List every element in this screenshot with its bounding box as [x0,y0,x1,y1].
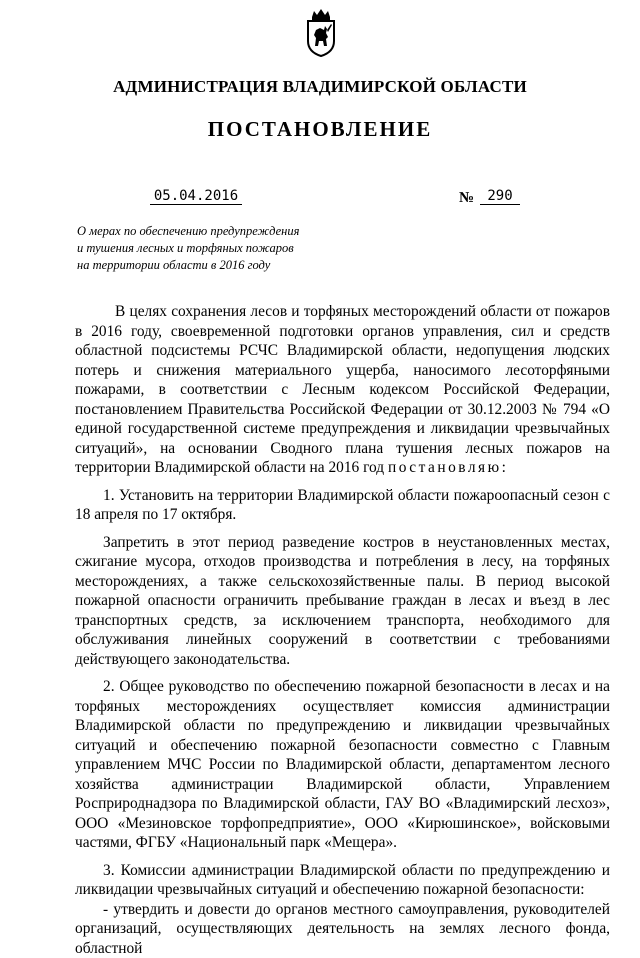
document-body [75,302,610,958]
document-date: 05.04.2016 [150,188,242,205]
paragraph-1b: Запретить в этот период разведение костров в неустановленных местах, сжигание мусора, отходов производства и потребления в лесу, на торфяных месторождениях, а также сельскохозяйственные палы. В период высокой пожарной опасности ограничить пребывание граждан в лесах и въезд в лес транспортных средств, за исключением транспорта, необходимого для обслуживания линейных сооружений в соответствии с требованиями действующего законодательства. [75,533,610,670]
paragraph-2: 2. Общее руководство по обеспечению пожарной безопасности в лесах и на торфяных месторождениях осуществляет комиссия администрации Владимирской области по предупреждению и ликвидации чрезвычайных ситуаций и обеспечению пожарной безопасности совместно с Главным управлением МЧС России по Владимирской области, департаментом лесного хозяйства администрации Владимирской области, Управлением Росприроднадзора по Владимирской области, ГАУ ВО «Владимирский лесхоз», ООО «Мезиновское торфопредприятие», ООО «Кирюшинское», войсковыми частями, ФГБУ «Национальный парк «Мещера». [75,677,610,853]
subject-line: и тушения лесных и торфяных пожаров [77,240,299,257]
resolve-word: постановляю: [388,459,508,476]
organization-title: АДМИНИСТРАЦИЯ ВЛАДИМИРСКОЙ ОБЛАСТИ [0,77,640,97]
subject-line: на территории области в 2016 году [77,257,299,274]
subject-line: О мерах по обеспечению предупреждения [77,223,299,240]
document-subject [77,223,299,274]
document-type: ПОСТАНОВЛЕНИЕ [0,117,640,142]
paragraph-1: 1. Установить на территории Владимирской области пожароопасный сезон с 18 апреля по 17 октября. [75,486,610,525]
intro-text: В целях сохранения лесов и торфяных месторождений области от пожаров в 2016 году, своевременной подготовки органов управления, сил и средств областной подсистемы РСЧС Владимирской области, недопущения людских потерь и снижения материального ущерба, наносимого лесоторфяными пожарами, в соответствии с Лесным кодексом Российской Федерации, постановлением Правительства Российской Федерации от 30.12.2003 № 794 «О единой государственной системе предупреждения и ликвидации чрезвычайных ситуаций», на основании Сводного плана тушения лесных пожаров на территории Владимирской области на 2016 год [75,303,610,476]
emblem [303,8,339,58]
document-number: 290 [480,188,520,205]
coat-of-arms-icon [303,8,339,58]
paragraph-3a: - утвердить и довести до органов местного самоуправления, руководителей организаций, осуществляющих деятельность на землях лесного фонда, областной [75,900,610,958]
intro-paragraph [75,302,610,478]
number-sign: № [459,190,474,207]
paragraph-3: 3. Комиссии администрации Владимирской области по предупреждению и ликвидации чрезвычайных ситуаций и обеспечению пожарной безопасности: [75,861,610,900]
